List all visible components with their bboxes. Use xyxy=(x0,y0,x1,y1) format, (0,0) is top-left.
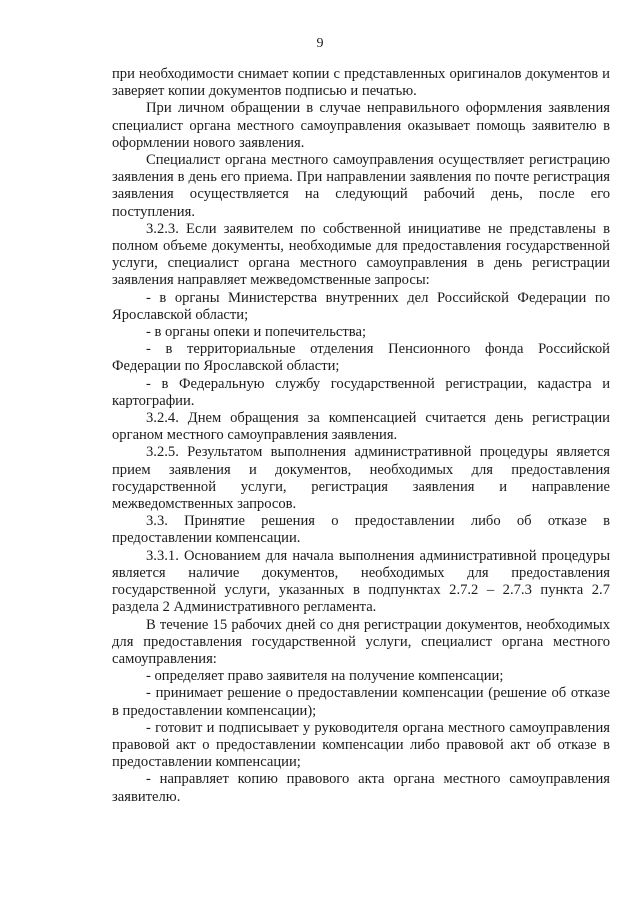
paragraph: Специалист органа местного самоуправления осуществляет регистрацию заявления в день его приема. При направлении заявления по почте регистрация заявления осуществляется на следующий рабочий день, после его поступления. xyxy=(112,152,610,220)
page-number: 9 xyxy=(316,36,324,51)
list-item: - в территориальные отделения Пенсионного фонда Российской Федерации по Ярославской области; xyxy=(112,341,610,375)
paragraph: 3.2.4. Днем обращения за компенсацией считается день регистрации органом местного самоуправления заявления. xyxy=(112,410,610,444)
list-item: - в Федеральную службу государственной регистрации, кадастра и картографии. xyxy=(112,375,610,409)
paragraph: В течение 15 рабочих дней со дня регистрации документов, необходимых для предоставления государственной услуги, специалист органа местного самоуправления: xyxy=(112,616,610,667)
paragraph: 3.2.3. Если заявителем по собственной инициативе не представлены в полном объеме документы, необходимые для предоставления государственной услуги, специалист органа местного самоуправления в день регистрации заявления направляет межведомственные запросы: xyxy=(112,220,610,289)
paragraph: 3.3.1. Основанием для начала выполнения административной процедуры является наличие документов, необходимых для предоставления государственной услуги, указанных в подпунктах 2.7.2 – 2.7.3 пункта 2.7 раздела 2 Административного регламента. xyxy=(112,547,610,616)
list-item: - принимает решение о предоставлении компенсации (решение об отказе в предоставлении компенсации); xyxy=(112,685,610,719)
paragraph: при необходимости снимает копии с представленных оригиналов документов и заверяет копии документов подписью и печатью. xyxy=(112,66,610,100)
list-item: - готовит и подписывает у руководителя органа местного самоуправления правовой акт о предоставлении компенсации либо правовой акт об отказе в предоставлении компенсации; xyxy=(112,719,610,771)
list-item: - в органы Министерства внутренних дел Российской Федерации по Ярославской области; xyxy=(112,289,610,323)
paragraph: При личном обращении в случае неправильного оформления заявления специалист органа местного самоуправления оказывает помощь заявителю в оформлении нового заявления. xyxy=(112,100,610,151)
list-item: - направляет копию правового акта органа местного самоуправления заявителю. xyxy=(112,771,610,805)
section-heading: 3.3. Принятие решения о предоставлении либо об отказе в предоставлении компенсации. xyxy=(112,513,610,547)
list-item: - определяет право заявителя на получение компенсации; xyxy=(146,668,504,685)
list-item: - в органы опеки и попечительства; xyxy=(146,324,367,341)
paragraph: 3.2.5. Результатом выполнения административной процедуры является прием заявления и документов, необходимых для предоставления государственной услуги, регистрация заявления и направление межведомственных запросов. xyxy=(112,444,610,513)
document-body xyxy=(112,66,610,806)
